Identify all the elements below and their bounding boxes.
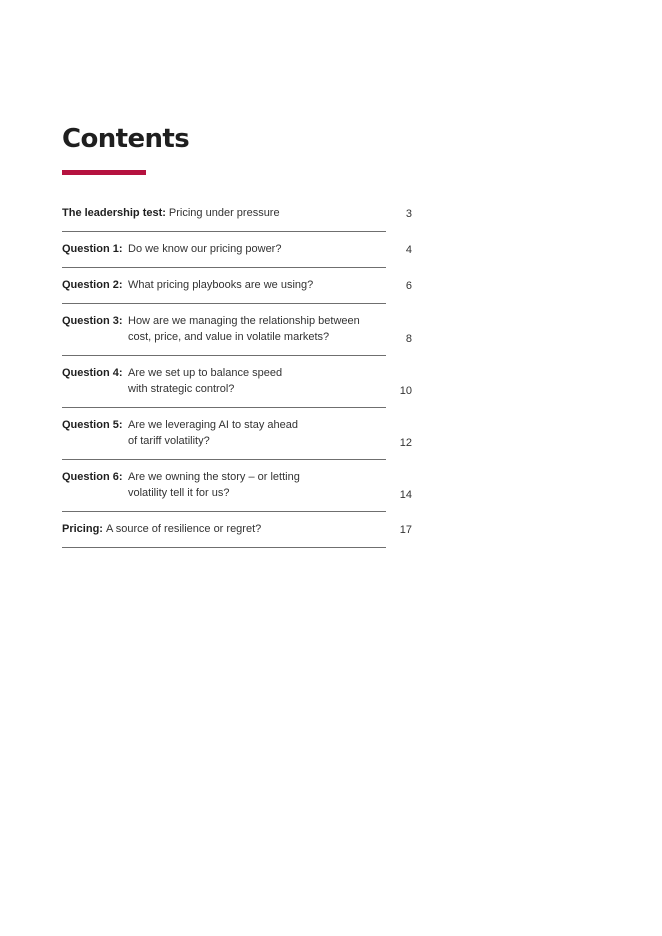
title-accent-rule — [62, 170, 146, 175]
toc-entry-text-line-2: cost, price, and value in volatile markets? — [128, 331, 330, 343]
toc-entry-label: Question 4: — [62, 367, 123, 379]
toc-page-number: 8 — [405, 333, 412, 345]
toc-entry-text-line-1: Are we leveraging AI to stay ahead — [128, 419, 298, 431]
toc-entry-text — [128, 365, 282, 397]
toc-entry-question-4[interactable] — [62, 356, 412, 408]
toc-page-number: 12 — [399, 437, 412, 449]
toc-page-number: 3 — [405, 208, 412, 220]
toc-entry-question-5[interactable] — [62, 408, 412, 460]
toc-entry-leadership-test[interactable] — [62, 196, 412, 232]
toc-entry-pricing[interactable] — [62, 512, 412, 548]
table-of-contents — [62, 196, 412, 548]
toc-entry-text-line-1: Are we set up to balance speed — [128, 367, 283, 379]
toc-entry-text-line-1: How are we managing the relationship between — [128, 315, 360, 327]
toc-entry-label: Question 5: — [62, 419, 123, 431]
toc-entry-label: Question 2: — [62, 279, 123, 291]
toc-entry-text — [128, 313, 360, 345]
toc-entry-question-1[interactable] — [62, 232, 412, 268]
toc-entry-text: Do we know our pricing power? — [128, 243, 282, 255]
toc-entry-question-2[interactable] — [62, 268, 412, 304]
toc-entry-label: Question 3: — [62, 315, 123, 327]
toc-entry-label: The leadership test: — [62, 207, 166, 219]
toc-entry-text-line-2: volatility tell it for us? — [128, 487, 230, 499]
toc-page-number: 10 — [399, 385, 412, 397]
toc-entry-text: What pricing playbooks are we using? — [128, 279, 314, 291]
toc-entry-text-line-2: of tariff volatility? — [128, 435, 210, 447]
toc-entry-text: Pricing under pressure — [168, 207, 280, 219]
toc-entry-text-line-1: Are we owning the story – or letting — [128, 471, 300, 483]
page-title: Contents — [62, 124, 190, 154]
toc-entry-label: Question 6: — [62, 471, 123, 483]
toc-page-number: 4 — [405, 244, 412, 256]
toc-page-number: 6 — [405, 280, 412, 292]
toc-entry-question-3[interactable] — [62, 304, 412, 356]
toc-page-number: 14 — [399, 489, 412, 501]
toc-entry-text — [128, 469, 300, 501]
toc-entry-question-6[interactable] — [62, 460, 412, 512]
toc-entry-text — [128, 417, 298, 449]
toc-entry-label: Pricing: — [62, 523, 103, 535]
toc-entry-text-line-2: with strategic control? — [128, 383, 235, 395]
toc-page-number: 17 — [399, 524, 412, 536]
toc-entry-label: Question 1: — [62, 243, 123, 255]
toc-entry-text: A source of resilience or regret? — [105, 523, 262, 535]
